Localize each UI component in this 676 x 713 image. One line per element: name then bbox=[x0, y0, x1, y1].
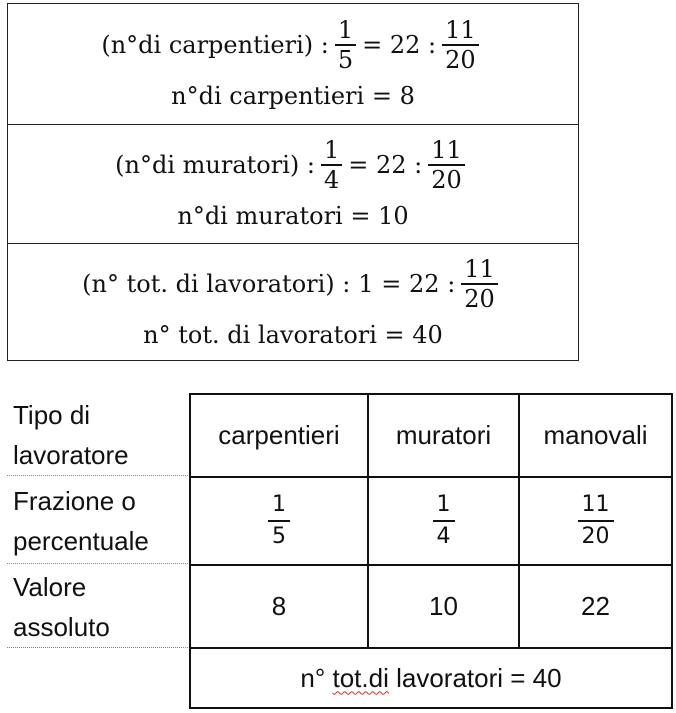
total-rhs-fraction: $\frac{11}{20}$ bbox=[461, 255, 498, 313]
row-header-type: Tipo di lavoratore bbox=[7, 394, 188, 476]
masons-rhs-fraction: $\frac{11}{20}$ bbox=[428, 136, 465, 194]
value-laborers: 22 bbox=[581, 591, 610, 621]
fraction-laborers: $\frac{11}{20}$ bbox=[520, 478, 671, 564]
spellcheck-word: tot.di bbox=[332, 662, 389, 693]
carpenters-rhs-fraction: $\frac{11}{20}$ bbox=[442, 16, 479, 74]
grid-line bbox=[189, 707, 673, 709]
masons-lhs: (n°di muratori) : bbox=[115, 151, 315, 179]
col-header-laborers: manovali bbox=[543, 420, 648, 450]
value-masons: 10 bbox=[429, 591, 458, 621]
masons-equals: = 22 : bbox=[348, 151, 423, 179]
value-carpenters: 8 bbox=[271, 591, 287, 621]
fraction-carpenters: $\frac{1}{5}$ bbox=[191, 478, 367, 564]
fraction-masons: $\frac{1}{4}$ bbox=[369, 478, 518, 564]
col-header-masons: muratori bbox=[395, 420, 492, 450]
carpenters-equals: = 22 : bbox=[362, 31, 437, 59]
col-header-carpenters: carpentieri bbox=[218, 420, 340, 450]
row-header-fraction: Frazione o percentuale bbox=[7, 478, 188, 564]
carpenters-fraction: $\frac{1}{5}$ bbox=[335, 16, 356, 74]
total-workers: n° tot.di lavoratori = 40 bbox=[300, 662, 562, 693]
carpenters-lhs: (n°di carpentieri) : bbox=[101, 31, 329, 59]
grid-line bbox=[671, 393, 673, 709]
total-mid: 1 = 22 : bbox=[358, 270, 456, 298]
total-result: n° tot. di lavoratori = 40 bbox=[143, 321, 443, 349]
masons-result: n°di muratori = 10 bbox=[177, 202, 409, 230]
carpenters-result: n°di carpentieri = 8 bbox=[171, 82, 415, 110]
total-lhs: (n° tot. di lavoratori) : bbox=[82, 270, 351, 298]
masons-fraction: $\frac{1}{4}$ bbox=[321, 136, 342, 194]
row-header-value: Valore assoluto bbox=[7, 566, 188, 648]
